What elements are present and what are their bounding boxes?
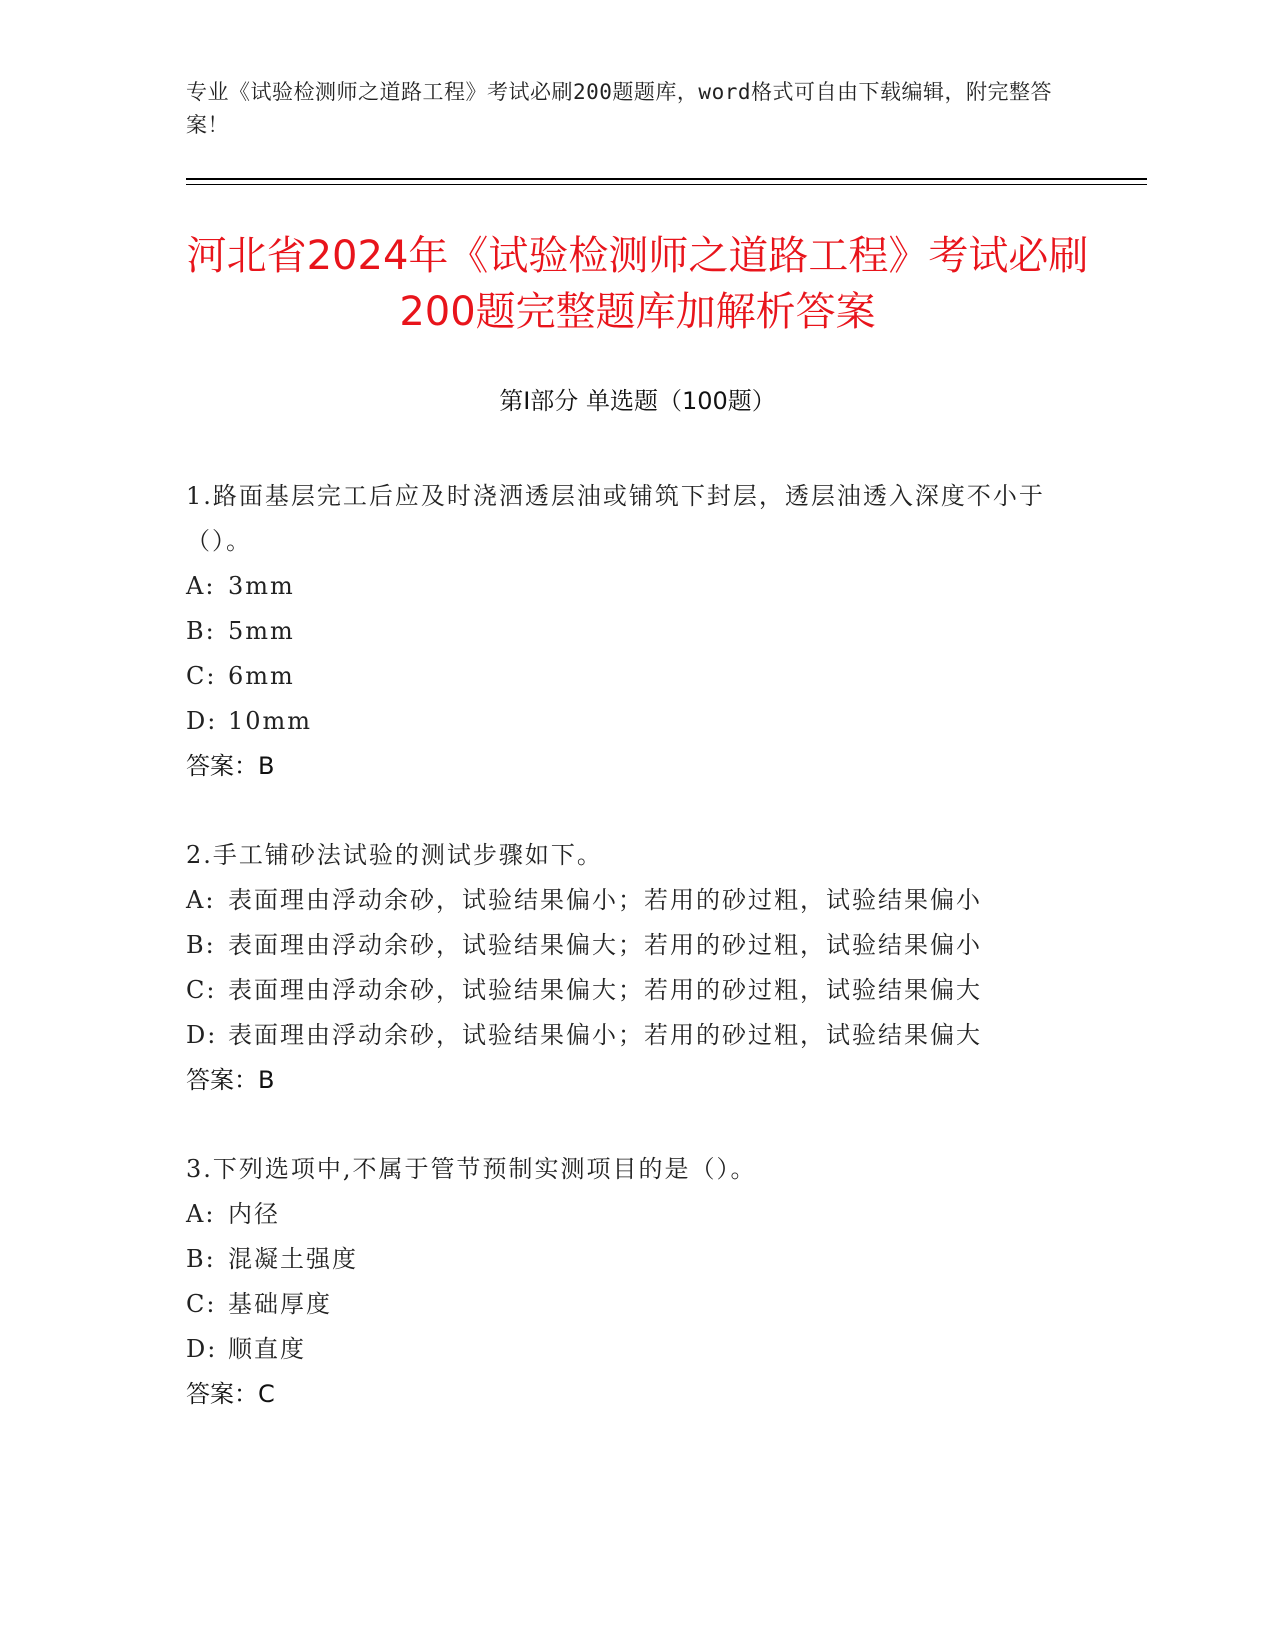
question-list — [186, 474, 1086, 1461]
option-value: 表面理由浮动余砂，试验结果偏大；若用的砂过粗，试验结果偏大 — [228, 976, 982, 1004]
header-note: 专业《试验检测师之道路工程》考试必刷200题题库，word格式可自由下载编辑，附完整答案！ — [186, 80, 1052, 137]
option-value: 混凝土强度 — [228, 1245, 358, 1273]
option-a — [186, 564, 1086, 609]
answer-line: 答案：B — [186, 1066, 275, 1094]
question-text: 3.下列选项中,不属于管节预制实测项目的是（）。 — [186, 1155, 757, 1183]
option-d — [186, 1327, 1086, 1372]
option-c — [186, 968, 1086, 1013]
option-value: 3mm — [228, 572, 295, 600]
question-3 — [186, 1147, 1086, 1417]
option-value: 表面理由浮动余砂，试验结果偏大；若用的砂过粗，试验结果偏小 — [228, 931, 982, 959]
option-key: A: — [186, 1200, 216, 1228]
option-key: A: — [186, 886, 216, 914]
option-key: D: — [186, 1021, 218, 1049]
option-key: C: — [186, 976, 217, 1004]
option-key: D: — [186, 1335, 218, 1363]
option-key: A: — [186, 572, 216, 600]
option-b — [186, 923, 1086, 968]
document-title: 河北省2024年《试验检测师之道路工程》考试必刷200题完整题库加解析答案 — [186, 233, 1089, 335]
option-value: 表面理由浮动余砂，试验结果偏小；若用的砂过粗，试验结果偏大 — [228, 1021, 982, 1049]
option-d — [186, 699, 1086, 744]
option-key: B: — [186, 617, 216, 645]
option-key: C: — [186, 662, 217, 690]
header-divider-thin — [186, 184, 1147, 185]
option-b — [186, 1237, 1086, 1282]
option-c — [186, 654, 1086, 699]
answer-line: 答案：B — [186, 752, 275, 780]
option-key: B: — [186, 1245, 216, 1273]
option-value: 基础厚度 — [228, 1290, 332, 1318]
option-value: 顺直度 — [228, 1335, 306, 1363]
option-value: 内径 — [228, 1200, 280, 1228]
question-text: 1.路面基层完工后应及时浇洒透层油或铺筑下封层，透层油透入深度不小于（）。 — [186, 482, 1045, 555]
option-value: 5mm — [228, 617, 295, 645]
option-value: 6mm — [228, 662, 295, 690]
option-key: C: — [186, 1290, 217, 1318]
option-value: 表面理由浮动余砂，试验结果偏小；若用的砂过粗，试验结果偏小 — [228, 886, 982, 914]
option-a — [186, 878, 1086, 923]
section-heading: 第Ⅰ部分 单选题（100题） — [499, 387, 776, 415]
question-2 — [186, 833, 1086, 1103]
header-divider-thick — [186, 178, 1147, 180]
question-1 — [186, 474, 1086, 789]
option-d — [186, 1013, 1086, 1058]
option-a — [186, 1192, 1086, 1237]
question-text: 2.手工铺砂法试验的测试步骤如下。 — [186, 841, 603, 869]
option-value: 10mm — [228, 707, 313, 735]
answer-line: 答案：C — [186, 1380, 275, 1408]
option-key: D: — [186, 707, 218, 735]
option-b — [186, 609, 1086, 654]
option-key: B: — [186, 931, 216, 959]
option-c — [186, 1282, 1086, 1327]
